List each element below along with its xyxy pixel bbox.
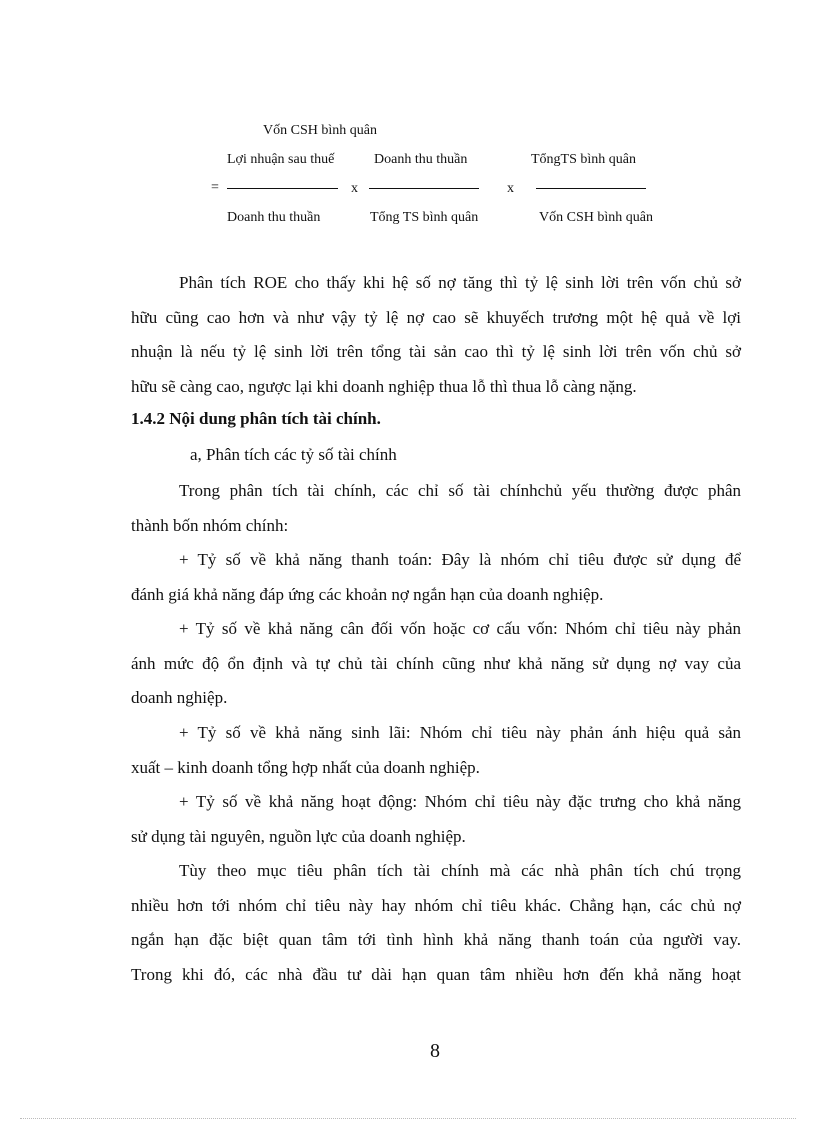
paragraph-line: + Tỷ số về khả năng sinh lãi: Nhóm chỉ tiêu này phản ánh hiệu quả sản bbox=[179, 723, 741, 742]
formula-top-label: Vốn CSH bình quân bbox=[263, 123, 377, 138]
paragraph-line: ngắn hạn đặc biệt quan tâm tới tình hình khả năng thanh toán của người vay. bbox=[131, 930, 741, 950]
paragraph-line: Phân tích ROE cho thấy khi hệ số nợ tăng thì tỷ lệ sinh lời trên vốn chủ sở bbox=[179, 273, 741, 292]
paragraph-line: + Tỷ số về khả năng hoạt động: Nhóm chỉ tiêu này đặc trưng cho khả năng bbox=[179, 792, 741, 811]
bullet-profitability bbox=[131, 716, 741, 785]
multiply-sign-1: x bbox=[351, 181, 358, 196]
paragraph-line: Tùy theo mục tiêu phân tích tài chính mà các nhà phân tích chú trọng bbox=[179, 861, 741, 880]
paragraph-final bbox=[131, 854, 741, 993]
fraction-2-denominator: Tổng TS bình quân bbox=[370, 210, 479, 225]
paragraph-line: nhuận là nếu tỷ lệ sinh lời trên tổng tài sản cao thì tỷ lệ sinh lời trên vốn chủ sở bbox=[131, 342, 741, 362]
page-bottom-divider bbox=[20, 1118, 796, 1119]
paragraph-line: ánh mức độ ổn định và tự chủ tài chính cũng như khả năng sử dụng nợ vay của bbox=[131, 653, 741, 673]
page-number: 8 bbox=[430, 1040, 440, 1062]
paragraph-line: + Tỷ số về khả năng cân đối vốn hoặc cơ cấu vốn: Nhóm chỉ tiêu này phản bbox=[179, 619, 741, 638]
fraction-1-bar bbox=[227, 188, 338, 189]
subheading: a, Phân tích các tỷ số tài chính bbox=[190, 445, 397, 464]
paragraph-line: đánh giá khả năng đáp ứng các khoản nợ ngắn hạn của doanh nghiệp. bbox=[131, 584, 604, 604]
paragraph-intro bbox=[131, 474, 741, 543]
paragraph-line: xuất – kinh doanh tổng hợp nhất của doanh nghiệp. bbox=[131, 757, 480, 777]
section-heading: 1.4.2 Nội dung phân tích tài chính. bbox=[131, 409, 381, 428]
formula-equals-sign: = bbox=[211, 180, 219, 195]
fraction-3-denominator: Vốn CSH bình quân bbox=[539, 210, 653, 225]
bullet-activity bbox=[131, 785, 741, 854]
paragraph-line: hữu sẽ càng cao, ngược lại khi doanh nghiệp thua lỗ thì thua lỗ càng nặng. bbox=[131, 377, 637, 397]
fraction-1-denominator: Doanh thu thuần bbox=[227, 210, 321, 225]
bullet-liquidity bbox=[131, 543, 741, 612]
fraction-1-numerator: Lợi nhuận sau thuế bbox=[227, 152, 335, 167]
fraction-3-numerator: TổngTS bình quân bbox=[531, 152, 636, 167]
fraction-2-numerator: Doanh thu thuần bbox=[374, 152, 468, 167]
paragraph-line: hữu cũng cao hơn và như vậy tỷ lệ nợ cao sẽ khuyếch trương một hệ quả về lợi bbox=[131, 307, 741, 327]
fraction-3-bar bbox=[536, 188, 646, 189]
paragraph-line: Trong khi đó, các nhà đầu tư dài hạn quan tâm nhiều hơn đến khả năng hoạt bbox=[131, 965, 741, 985]
paragraph-line: thành bốn nhóm chính: bbox=[131, 515, 289, 535]
paragraph-line: nhiều hơn tới nhóm chỉ tiêu này hay nhóm chỉ tiêu khác. Chẳng hạn, các chủ nợ bbox=[131, 895, 741, 915]
bullet-capital-structure bbox=[131, 612, 741, 716]
paragraph-roe bbox=[131, 266, 741, 405]
paragraph-line: + Tỷ số về khả năng thanh toán: Đây là nhóm chỉ tiêu được sử dụng để bbox=[179, 550, 741, 569]
paragraph-line: doanh nghiệp. bbox=[131, 688, 228, 708]
paragraph-line: sử dụng tài nguyên, nguồn lực của doanh nghiệp. bbox=[131, 826, 466, 846]
multiply-sign-2: x bbox=[507, 181, 514, 196]
fraction-2-bar bbox=[369, 188, 479, 189]
paragraph-line: Trong phân tích tài chính, các chỉ số tài chínhchủ yếu thường được phân bbox=[179, 481, 741, 500]
